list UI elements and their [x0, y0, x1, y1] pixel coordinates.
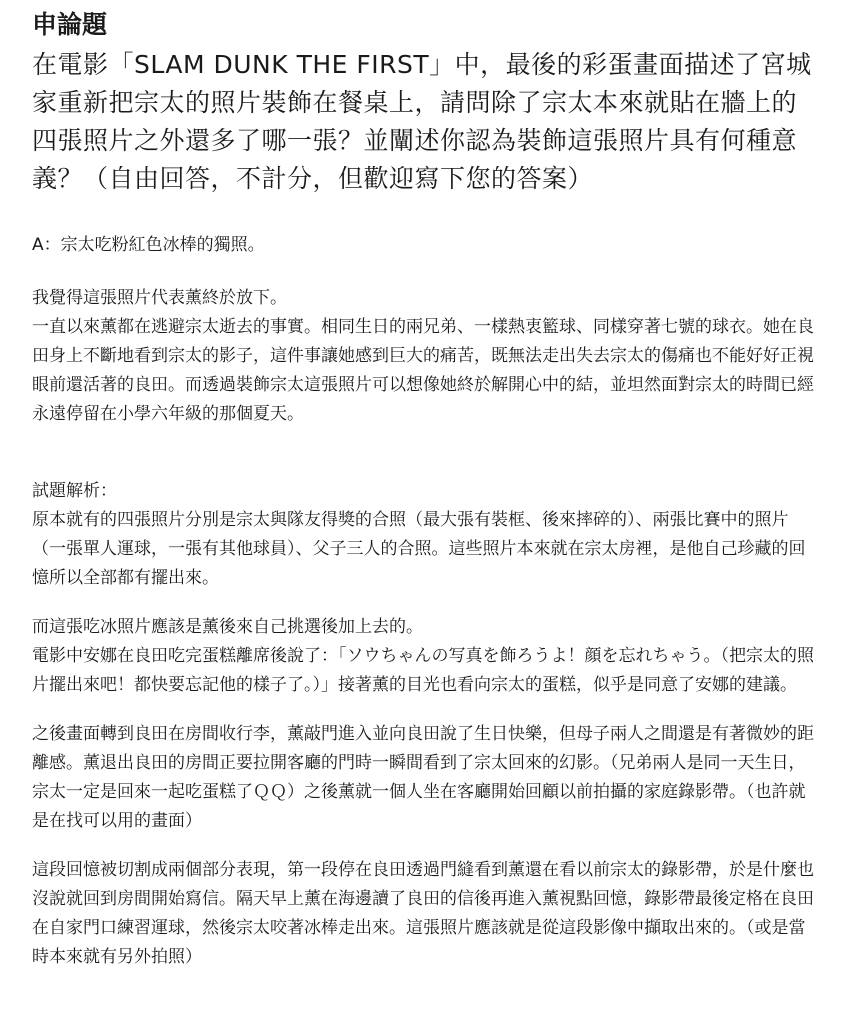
- analysis-paragraph-4: 這段回憶被切割成兩個部分表現，第一段停在良田透過門縫看到薰還在看以前宗太的錄影帶，於是什麼也沒說就回到房間開始寫信。隔天早上薰在海邊讀了良田的信後再進入薰視點回憶，錄影帶最後定格在良田在自家門口練習運球，然後宗太咬著冰棒走出來。這張照片應該就是從這段影像中擷取出來的。（或是當時本來就有另外拍照）: [32, 860, 814, 967]
- analysis-block-1: [32, 477, 822, 593]
- question-text: 在電影「SLAM DUNK THE FIRST」中，最後的彩蛋畫面描述了宮城家重新把宗太的照片裝飾在餐桌上，請問除了宗太本來就貼在牆上的四張照片之外還多了哪一張？並闡述你認為裝飾這張照片具有何種意義？（自由回答，不計分，但歡迎寫下您的答案）: [32, 50, 812, 193]
- document-page: [32, 8, 822, 972]
- analysis-block-2: [32, 613, 822, 700]
- section-heading: 申論題: [32, 10, 108, 39]
- analysis-block-4: [32, 856, 822, 972]
- opinion-lead: 我覺得這張照片代表薰終於放下。: [32, 288, 287, 308]
- analysis-paragraph-3: 之後畫面轉到良田在房間收行李，薰敲門進入並向良田說了生日快樂，但母子兩人之間還是有著微妙的距離感。薰退出良田的房間正要拉開客廳的門時一瞬間看到了宗太回來的幻影。（兄弟兩人是同一天生日，宗太一定是回來一起吃蛋糕了ＱＱ）之後薰就一個人坐在客廳開始回顧以前拍攝的家庭錄影帶。（也許就是在找可以用的畫面）: [32, 724, 814, 831]
- analysis-title: 試題解析：: [32, 481, 117, 501]
- opinion-block: [32, 284, 822, 429]
- opinion-body: 一直以來薰都在逃避宗太逝去的事實。相同生日的兩兄弟、一樣熱衷籃球、同樣穿著七號的球衣。她在良田身上不斷地看到宗太的影子，這件事讓她感到巨大的痛苦，既無法走出失去宗太的傷痛也不能好好正視眼前還活著的良田。而透過裝飾宗太這張照片可以想像她終於解開心中的結，並坦然面對宗太的時間已經永遠停留在小學六年級的那個夏天。: [32, 317, 814, 424]
- analysis-block-3: [32, 720, 822, 836]
- analysis-paragraph-1: 原本就有的四張照片分別是宗太與隊友得獎的合照（最大張有裝框、後來摔碎的）、兩張比賽中的照片（一張單人運球，一張有其他球員）、父子三人的合照。這些照片本來就在宗太房裡，是他自己珍藏的回憶所以全部都有擺出來。: [32, 510, 806, 588]
- answer-text: A：宗太吃粉紅色冰棒的獨照。: [32, 235, 265, 255]
- analysis-paragraph-2-lead: 而這張吃冰照片應該是薰後來自己挑選後加上去的。: [32, 617, 423, 637]
- analysis-paragraph-2-body: 電影中安娜在良田吃完蛋糕離席後說了：「ソウちゃんの写真を飾ろうよ！顔を忘れちゃう。（把宗太的照片擺出來吧！都快要忘記他的樣子了。）」接著薰的目光也看向宗太的蛋糕，似乎是同意了安娜的建議。: [32, 646, 814, 695]
